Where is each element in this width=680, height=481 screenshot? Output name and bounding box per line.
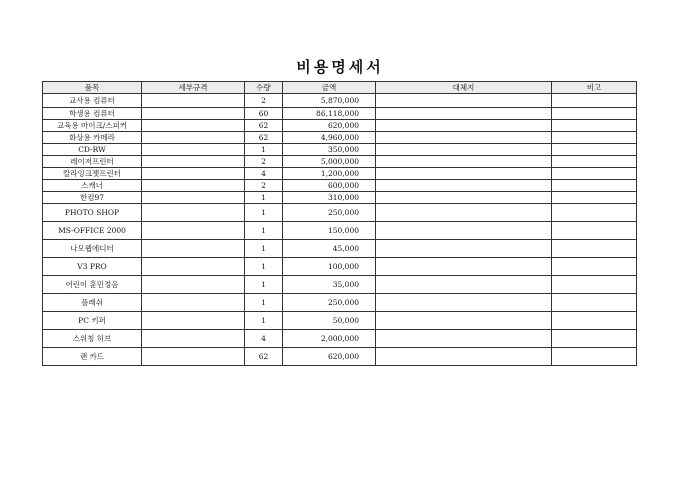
table-row: [43, 108, 637, 120]
amount-cell: 350,000: [283, 144, 376, 156]
table-row: [43, 180, 637, 192]
qty-cell: 4: [245, 168, 283, 180]
header-qty: 수량: [245, 82, 283, 94]
item-cell: 나모웹에디터: [43, 240, 142, 258]
amount-cell: 4,960,000: [283, 132, 376, 144]
alt-cell: [376, 192, 552, 204]
spec-cell: [142, 94, 245, 108]
qty-cell: 1: [245, 312, 283, 330]
table-row: [43, 240, 637, 258]
spec-cell: [142, 144, 245, 156]
spec-cell: [142, 312, 245, 330]
item-cell: 칼라잉크젯프린터: [43, 168, 142, 180]
document-title: 비용명세서: [296, 58, 384, 76]
note-cell: [552, 108, 637, 120]
note-cell: [552, 168, 637, 180]
alt-cell: [376, 294, 552, 312]
alt-cell: [376, 330, 552, 348]
amount-cell: 35,000: [283, 276, 376, 294]
table-row: [43, 156, 637, 168]
spec-cell: [142, 222, 245, 240]
note-cell: [552, 94, 637, 108]
alt-cell: [376, 240, 552, 258]
note-cell: [552, 180, 637, 192]
qty-cell: 1: [245, 276, 283, 294]
header-alt: 대체지: [376, 82, 552, 94]
amount-cell: 50,000: [283, 312, 376, 330]
alt-cell: [376, 204, 552, 222]
table-row: [43, 348, 637, 366]
alt-cell: [376, 144, 552, 156]
item-cell: 학생용 컴퓨터: [43, 108, 142, 120]
item-cell: 교육용 마이크/스피커: [43, 120, 142, 132]
note-cell: [552, 240, 637, 258]
amount-cell: 1,200,000: [283, 168, 376, 180]
qty-cell: 1: [245, 240, 283, 258]
expense-table: [42, 81, 637, 366]
alt-cell: [376, 156, 552, 168]
spec-cell: [142, 192, 245, 204]
note-cell: [552, 144, 637, 156]
item-cell: 레이저프린터: [43, 156, 142, 168]
note-cell: [552, 204, 637, 222]
alt-cell: [376, 120, 552, 132]
item-cell: MS-OFFICE 2000: [43, 222, 142, 240]
amount-cell: 5,000,000: [283, 156, 376, 168]
item-cell: 어린이 훈민정음: [43, 276, 142, 294]
qty-cell: 1: [245, 204, 283, 222]
note-cell: [552, 132, 637, 144]
qty-cell: 2: [245, 180, 283, 192]
alt-cell: [376, 276, 552, 294]
alt-cell: [376, 108, 552, 120]
qty-cell: 1: [245, 192, 283, 204]
qty-cell: 62: [245, 348, 283, 366]
note-cell: [552, 312, 637, 330]
alt-cell: [376, 222, 552, 240]
item-cell: 화상용 카메라: [43, 132, 142, 144]
table-row: [43, 168, 637, 180]
item-cell: PHOTO SHOP: [43, 204, 142, 222]
amount-cell: 150,000: [283, 222, 376, 240]
note-cell: [552, 156, 637, 168]
alt-cell: [376, 312, 552, 330]
qty-cell: 62: [245, 120, 283, 132]
header-amount: 금액: [283, 82, 376, 94]
spec-cell: [142, 330, 245, 348]
amount-cell: 2,000,000: [283, 330, 376, 348]
amount-cell: 600,000: [283, 180, 376, 192]
header-note: 비고: [552, 82, 637, 94]
qty-cell: 2: [245, 94, 283, 108]
table-row: [43, 222, 637, 240]
spec-cell: [142, 108, 245, 120]
spec-cell: [142, 132, 245, 144]
spec-cell: [142, 180, 245, 192]
qty-cell: 2: [245, 156, 283, 168]
qty-cell: 4: [245, 330, 283, 348]
note-cell: [552, 348, 637, 366]
header-item: 품목: [43, 82, 142, 94]
spec-cell: [142, 204, 245, 222]
note-cell: [552, 258, 637, 276]
table-row: [43, 132, 637, 144]
table-row: [43, 330, 637, 348]
alt-cell: [376, 258, 552, 276]
note-cell: [552, 294, 637, 312]
amount-cell: 250,000: [283, 294, 376, 312]
amount-cell: 620,000: [283, 120, 376, 132]
item-cell: 스위칭 허브: [43, 330, 142, 348]
item-cell: 한컴97: [43, 192, 142, 204]
spec-cell: [142, 168, 245, 180]
note-cell: [552, 120, 637, 132]
table-row: [43, 120, 637, 132]
qty-cell: 1: [245, 294, 283, 312]
item-cell: 랜 카드: [43, 348, 142, 366]
amount-cell: 45,000: [283, 240, 376, 258]
alt-cell: [376, 348, 552, 366]
alt-cell: [376, 94, 552, 108]
note-cell: [552, 222, 637, 240]
item-cell: V3 PRO: [43, 258, 142, 276]
amount-cell: 100,000: [283, 258, 376, 276]
table-row: [43, 294, 637, 312]
note-cell: [552, 330, 637, 348]
alt-cell: [376, 180, 552, 192]
item-cell: CD-RW: [43, 144, 142, 156]
amount-cell: 620,000: [283, 348, 376, 366]
note-cell: [552, 276, 637, 294]
qty-cell: 1: [245, 144, 283, 156]
header-spec: 세부규격: [142, 82, 245, 94]
spec-cell: [142, 240, 245, 258]
table-row: [43, 192, 637, 204]
table-row: [43, 94, 637, 108]
qty-cell: 60: [245, 108, 283, 120]
table-body: [43, 94, 637, 366]
amount-cell: 86,118,000: [283, 108, 376, 120]
table-row: [43, 276, 637, 294]
alt-cell: [376, 132, 552, 144]
item-cell: 스캐너: [43, 180, 142, 192]
qty-cell: 1: [245, 222, 283, 240]
amount-cell: 310,000: [283, 192, 376, 204]
table-row: [43, 258, 637, 276]
table-row: [43, 144, 637, 156]
note-cell: [552, 192, 637, 204]
table-row: [43, 204, 637, 222]
amount-cell: 250,000: [283, 204, 376, 222]
item-cell: PC 키퍼: [43, 312, 142, 330]
item-cell: 플래쉬: [43, 294, 142, 312]
qty-cell: 1: [245, 258, 283, 276]
spec-cell: [142, 276, 245, 294]
qty-cell: 62: [245, 132, 283, 144]
item-cell: 교사용 컴퓨터: [43, 94, 142, 108]
header-row: [43, 82, 637, 94]
amount-cell: 5,870,000: [283, 94, 376, 108]
spec-cell: [142, 294, 245, 312]
spec-cell: [142, 120, 245, 132]
alt-cell: [376, 168, 552, 180]
table-row: [43, 312, 637, 330]
spec-cell: [142, 156, 245, 168]
spec-cell: [142, 348, 245, 366]
spec-cell: [142, 258, 245, 276]
